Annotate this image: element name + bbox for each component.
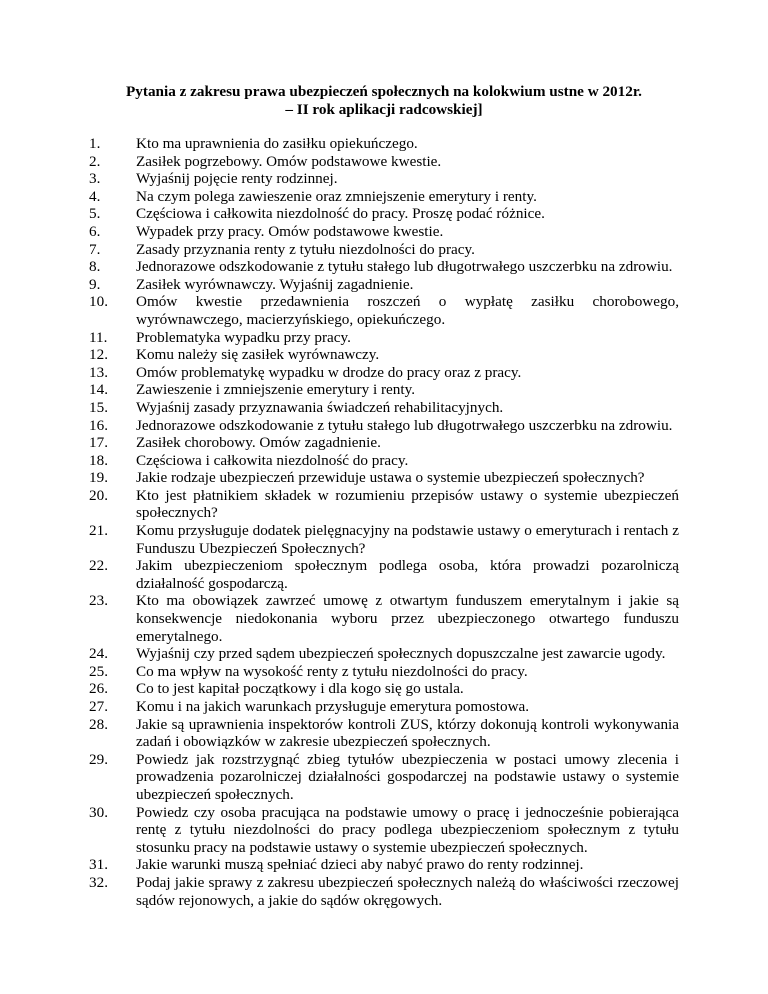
list-item [89, 645, 679, 663]
question-number: 9. [89, 275, 101, 293]
question-text: Co ma wpływ na wysokość renty z tytułu niezdolności do pracy. [136, 662, 528, 680]
list-item [89, 399, 679, 417]
question-number: 2. [89, 152, 101, 170]
question-number: 5. [89, 205, 101, 223]
question-text: Zasiłek wyrównawczy. Wyjaśnij zagadnienie. [136, 275, 414, 293]
list-item [89, 188, 679, 206]
question-number: 21. [89, 522, 108, 540]
question-number: 30. [89, 803, 108, 821]
list-item [89, 856, 679, 874]
list-item [89, 241, 679, 259]
question-text: Podaj jakie sprawy z zakresu ubezpieczeń społecznych należą do właściwości rzeczowej sądów rejonowych, a jakie do sądów okręgowych. [136, 873, 679, 909]
question-text: Zasady przyznania renty z tytułu niezdolności do pracy. [136, 240, 475, 258]
question-text: Kto ma obowiązek zawrzeć umowę z otwartym funduszem emerytalnym i jakie są konsekwencje niedokonania wyboru przez ubezpieczonego otwartego funduszu emerytalnego. [136, 592, 679, 645]
list-item [89, 487, 679, 522]
page-title [100, 83, 668, 118]
question-number: 15. [89, 398, 108, 416]
question-number: 29. [89, 750, 108, 768]
title-line-1: Pytania z zakresu prawa ubezpieczeń społecznych na kolokwium ustne w 2012r. [126, 83, 642, 100]
question-number: 17. [89, 434, 108, 452]
list-item [89, 522, 679, 557]
question-text: Częściowa i całkowita niezdolność do pracy. Proszę podać różnice. [136, 205, 545, 223]
list-item [89, 417, 679, 435]
question-text: Komu przysługuje dodatek pielęgnacyjny na podstawie ustawy o emeryturach i rentach z Funduszu Ubezpieczeń Społecznych? [136, 522, 679, 557]
question-text: Komu i na jakich warunkach przysługuje emerytura pomostowa. [136, 698, 530, 715]
list-item [89, 716, 679, 751]
question-number: 26. [89, 680, 108, 698]
question-number: 11. [89, 328, 108, 346]
question-number: 6. [89, 222, 101, 240]
list-item [89, 751, 679, 804]
question-number: 19. [89, 469, 108, 487]
question-text: Wypadek przy pracy. Omów podstawowe kwestie. [136, 222, 444, 240]
list-item [89, 170, 679, 188]
question-text: Jednorazowe odszkodowanie z tytułu stałego lub długotrwałego uszczerbku na zdrowiu. [136, 416, 673, 434]
title-line-2: – II rok aplikacji radcowskiej] [285, 100, 483, 118]
question-text: Omów kwestie przedawnienia roszczeń o wypłatę zasiłku chorobowego, wyrównawczego, macierzyńskiego, opiekuńczego. [136, 293, 679, 328]
question-number: 4. [89, 187, 101, 205]
question-text: Kto ma uprawnienia do zasiłku opiekuńczego. [136, 135, 418, 152]
list-item [89, 680, 679, 698]
question-number: 25. [89, 662, 108, 680]
list-item [89, 223, 679, 241]
question-number: 1. [89, 135, 101, 152]
question-text: Wyjaśnij zasady przyznawania świadczeń rehabilitacyjnych. [136, 398, 504, 416]
list-item [89, 153, 679, 171]
question-text: Omów problematykę wypadku w drodze do pracy oraz z pracy. [136, 363, 522, 381]
question-text: Jakie warunki muszą spełniać dzieci aby nabyć prawo do renty rodzinnej. [136, 856, 584, 874]
list-item [89, 663, 679, 681]
list-item [89, 592, 679, 645]
question-text: Jakie rodzaje ubezpieczeń przewiduje ustawa o systemie ubezpieczeń społecznych? [136, 469, 645, 487]
question-number: 22. [89, 557, 108, 575]
question-number: 10. [89, 293, 108, 311]
question-number: 14. [89, 381, 108, 399]
question-number: 23. [89, 592, 108, 610]
question-text: Powiedz jak rozstrzygnąć zbieg tytułów ubezpieczenia w postaci umowy zlecenia i prowadzenia pozarolniczej działalności gospodarczej na podstawie ustawy o systemie ubezpieczeń społecznych. [136, 750, 679, 803]
list-item [89, 346, 679, 364]
list-item [89, 557, 679, 592]
question-number: 8. [89, 258, 101, 276]
question-number: 13. [89, 363, 108, 381]
question-text: Wyjaśnij czy przed sądem ubezpieczeń społecznych dopuszczalne jest zawarcie ugody. [136, 645, 666, 663]
question-number: 32. [89, 873, 108, 891]
question-number: 3. [89, 170, 101, 188]
question-text: Zasiłek pogrzebowy. Omów podstawowe kwestie. [136, 152, 442, 170]
question-list [89, 135, 679, 909]
list-item [89, 364, 679, 382]
question-text: Zawieszenie i zmniejszenie emerytury i renty. [136, 381, 416, 399]
question-number: 18. [89, 451, 108, 469]
list-item [89, 276, 679, 294]
list-item [89, 135, 679, 153]
question-number: 12. [89, 346, 108, 364]
question-number: 28. [89, 715, 108, 733]
question-text: Co to jest kapitał początkowy i dla kogo się go ustala. [136, 680, 464, 698]
question-number: 20. [89, 486, 108, 504]
question-number: 16. [89, 416, 108, 434]
question-text: Problematyka wypadku przy pracy. [136, 328, 351, 346]
list-item [89, 205, 679, 223]
list-item [89, 293, 679, 328]
list-item [89, 804, 679, 857]
list-item [89, 469, 679, 487]
list-item [89, 452, 679, 470]
question-text: Komu należy się zasiłek wyrównawczy. [136, 346, 380, 364]
list-item [89, 434, 679, 452]
question-text: Na czym polega zawieszenie oraz zmniejszenie emerytury i renty. [136, 187, 537, 205]
list-item [89, 329, 679, 347]
question-number: 31. [89, 856, 108, 874]
question-text: Zasiłek chorobowy. Omów zagadnienie. [136, 434, 381, 452]
list-item [89, 258, 679, 276]
question-number: 27. [89, 698, 108, 715]
list-item [89, 874, 679, 909]
question-text: Wyjaśnij pojęcie renty rodzinnej. [136, 170, 338, 188]
list-item [89, 698, 679, 716]
question-text: Częściowa i całkowita niezdolność do pracy. [136, 451, 409, 469]
question-text: Jakie są uprawnienia inspektorów kontroli ZUS, którzy dokonują kontroli wykonywania zadań i obowiązków w zakresie ubezpieczeń społecznych. [136, 715, 679, 751]
question-number: 24. [89, 645, 108, 663]
question-number: 7. [89, 240, 101, 258]
question-text: Powiedz czy osoba pracująca na podstawie umowy o pracę i jednocześnie pobierająca rentę z tytułu niezdolności do pracy podlega ubezpieczeniom społecznym z tytułu stosunku pracy na podstawie ustawy o systemie ubezpieczeń społecznych. [136, 803, 679, 856]
question-text: Jakim ubezpieczeniom społecznym podlega osoba, która prowadzi pozarolniczą działalność gospodarczą. [136, 557, 679, 592]
question-text: Jednorazowe odszkodowanie z tytułu stałego lub długotrwałego uszczerbku na zdrowiu. [136, 258, 673, 276]
list-item [89, 381, 679, 399]
question-text: Kto jest płatnikiem składek w rozumieniu przepisów ustawy o systemie ubezpieczeń społecznych? [136, 486, 679, 522]
